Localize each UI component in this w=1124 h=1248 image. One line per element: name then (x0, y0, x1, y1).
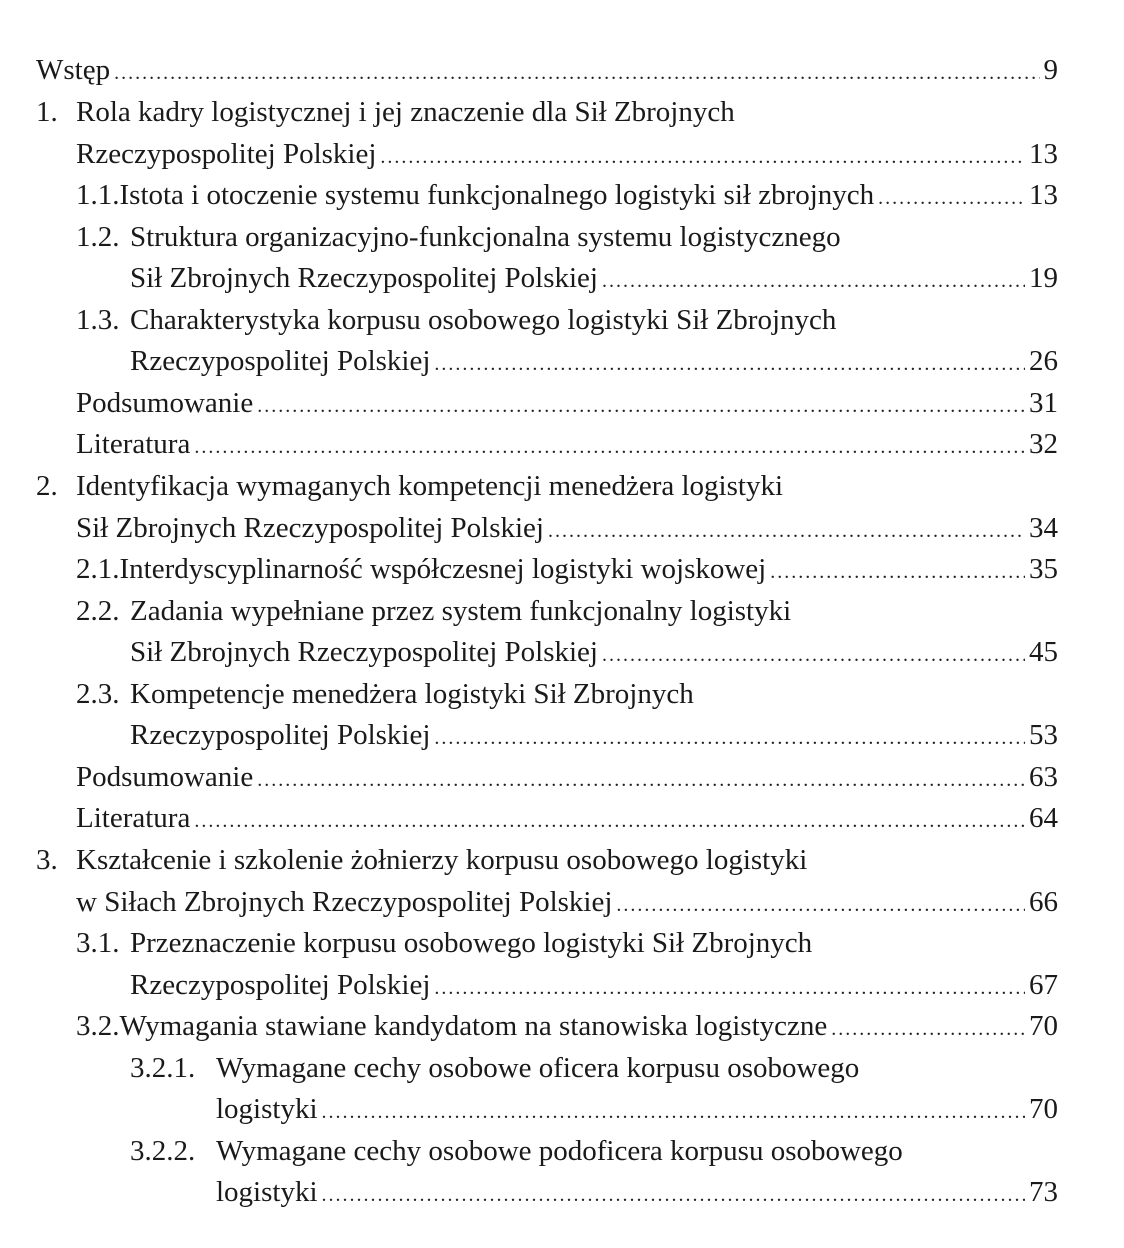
toc-entry-page: 73 (1029, 1176, 1058, 1208)
toc-chapter-title: Rola kadry logistycznej i jej znaczenie dla Sił Zbrojnych (76, 96, 735, 128)
toc-subsection-title-cont: logistyki (216, 1093, 318, 1125)
toc-entry-page: 13 (1029, 138, 1058, 170)
toc-entry-title: Podsumowanie (76, 761, 254, 793)
dot-leader (602, 261, 1025, 301)
toc-chapter-number: 2. (36, 470, 58, 502)
toc-section-1-2-line2 (130, 258, 1058, 298)
toc-section-2-3-line2 (130, 715, 1058, 755)
toc-section-title: Zadania wypełniane przez system funkcjonalny logistyki (130, 595, 792, 627)
dot-leader (194, 801, 1025, 841)
toc-chapter-3-line1 (36, 840, 1058, 880)
toc-section-title-cont: Rzeczypospolitej Polskiej (130, 719, 431, 751)
toc-entry-page: 26 (1029, 345, 1058, 377)
toc-section-title-cont: Sił Zbrojnych Rzeczypospolitej Polskiej (130, 636, 598, 668)
dot-leader (878, 178, 1025, 218)
toc-section-number: 1.1. (76, 179, 120, 211)
dot-leader (257, 760, 1025, 800)
toc-section-title: Przeznaczenie korpusu osobowego logistyki Sił Zbrojnych (130, 927, 813, 959)
toc-section-title: Wymagania stawiane kandydatom na stanowiska logistyczne (119, 1010, 828, 1042)
toc-subsection-3-2-2-line2 (216, 1172, 1058, 1212)
toc-section-number: 2.2. (76, 595, 120, 627)
dot-leader (434, 718, 1025, 758)
toc-chapter-2-line1 (36, 466, 1058, 506)
dot-leader (434, 344, 1025, 384)
toc-section-title: Charakterystyka korpusu osobowego logistyki Sił Zbrojnych (130, 304, 837, 336)
dot-leader (831, 1009, 1025, 1049)
toc-section-1-3-line1 (76, 300, 1058, 340)
toc-entry-page: 64 (1029, 802, 1058, 834)
toc-subsection-title-cont: logistyki (216, 1176, 318, 1208)
toc-chapter-number: 3. (36, 844, 58, 876)
toc-entry-page: 66 (1029, 886, 1058, 918)
dot-leader (602, 635, 1025, 675)
toc-subsection-3-2-2-line1 (130, 1131, 1058, 1171)
dot-leader (770, 552, 1025, 592)
toc-chapter-1-line2 (76, 134, 1058, 174)
toc-entry-intro (36, 50, 1058, 90)
dot-leader (380, 137, 1025, 177)
toc-section-3-2 (76, 1006, 1058, 1046)
toc-section-number: 1.3. (76, 304, 120, 336)
toc-chapter-number: 1. (36, 96, 58, 128)
toc-section-title: Kompetencje menedżera logistyki Sił Zbrojnych (130, 678, 694, 710)
dot-leader (548, 511, 1025, 551)
toc-entry-title: Podsumowanie (76, 387, 254, 419)
dot-leader (322, 1175, 1025, 1215)
toc-section-2-1 (76, 549, 1058, 589)
toc-section-2-3-line1 (76, 674, 1058, 714)
toc-section-title: Istota i otoczenie systemu funkcjonalnego logistyki sił zbrojnych (119, 179, 875, 211)
toc-chapter-title: Identyfikacja wymaganych kompetencji menedżera logistyki (76, 470, 784, 502)
toc-entry-page: 13 (1029, 179, 1058, 211)
toc-subsection-title: Wymagane cechy osobowe oficera korpusu osobowego (216, 1052, 860, 1084)
toc-chapter-title-cont: w Siłach Zbrojnych Rzeczypospolitej Polskiej (76, 886, 613, 918)
dot-leader (616, 885, 1025, 925)
toc-subsection-3-2-1-line2 (216, 1089, 1058, 1129)
toc-summary-2 (76, 757, 1058, 797)
toc-chapter-title-cont: Rzeczypospolitej Polskiej (76, 138, 377, 170)
toc-section-number: 3.2. (76, 1010, 120, 1042)
toc-entry-page: 34 (1029, 512, 1058, 544)
toc-entry-title: Literatura (76, 428, 191, 460)
dot-leader (194, 427, 1025, 467)
toc-section-title: Struktura organizacyjno-funkcjonalna systemu logistycznego (130, 221, 841, 253)
toc-entry-title: Wstęp (36, 54, 111, 86)
toc-section-3-1-line1 (76, 923, 1058, 963)
toc-entry-page: 67 (1029, 969, 1058, 1001)
toc-entry-page: 31 (1029, 387, 1058, 419)
toc-section-1-1 (76, 175, 1058, 215)
toc-chapter-3-line2 (76, 882, 1058, 922)
toc-chapter-2-line2 (76, 508, 1058, 548)
toc-entry-page: 35 (1029, 553, 1058, 585)
toc-entry-page: 32 (1029, 428, 1058, 460)
dot-leader (322, 1092, 1025, 1132)
toc-section-title-cont: Rzeczypospolitej Polskiej (130, 345, 431, 377)
toc-entry-page: 45 (1029, 636, 1058, 668)
toc-subsection-number: 3.2.1. (130, 1052, 196, 1084)
toc-entry-page: 63 (1029, 761, 1058, 793)
toc-subsection-3-2-1-line1 (130, 1048, 1058, 1088)
toc-chapter-title-cont: Sił Zbrojnych Rzeczypospolitej Polskiej (76, 512, 544, 544)
toc-section-number: 2.3. (76, 678, 120, 710)
toc-section-number: 2.1. (76, 553, 120, 585)
toc-section-1-3-line2 (130, 341, 1058, 381)
toc-summary-1 (76, 383, 1058, 423)
toc-section-number: 3.1. (76, 927, 120, 959)
toc-section-3-1-line2 (130, 965, 1058, 1005)
toc-entry-page: 9 (1043, 54, 1058, 86)
toc-section-title: Interdyscyplinarność współczesnej logistyki wojskowej (119, 553, 767, 585)
toc-section-title-cont: Sił Zbrojnych Rzeczypospolitej Polskiej (130, 262, 598, 294)
toc-section-title-cont: Rzeczypospolitej Polskiej (130, 969, 431, 1001)
toc-subsection-title: Wymagane cechy osobowe podoficera korpusu osobowego (216, 1135, 903, 1167)
toc-section-1-2-line1 (76, 217, 1058, 257)
toc-section-2-2-line1 (76, 591, 1058, 631)
toc-subsection-number: 3.2.2. (130, 1135, 196, 1167)
dot-leader (434, 968, 1025, 1008)
toc-entry-page: 53 (1029, 719, 1058, 751)
toc-chapter-1-line1 (36, 92, 1058, 132)
toc-entry-page: 19 (1029, 262, 1058, 294)
toc-section-2-2-line2 (130, 632, 1058, 672)
toc-literature-1 (76, 424, 1058, 464)
toc-section-number: 1.2. (76, 221, 120, 253)
dot-leader (257, 386, 1025, 426)
toc-entry-page: 70 (1029, 1093, 1058, 1125)
toc-chapter-title: Kształcenie i szkolenie żołnierzy korpusu osobowego logistyki (76, 844, 808, 876)
dot-leader (114, 53, 1039, 93)
toc-entry-page: 70 (1029, 1010, 1058, 1042)
toc-entry-title: Literatura (76, 802, 191, 834)
toc-literature-2 (76, 798, 1058, 838)
